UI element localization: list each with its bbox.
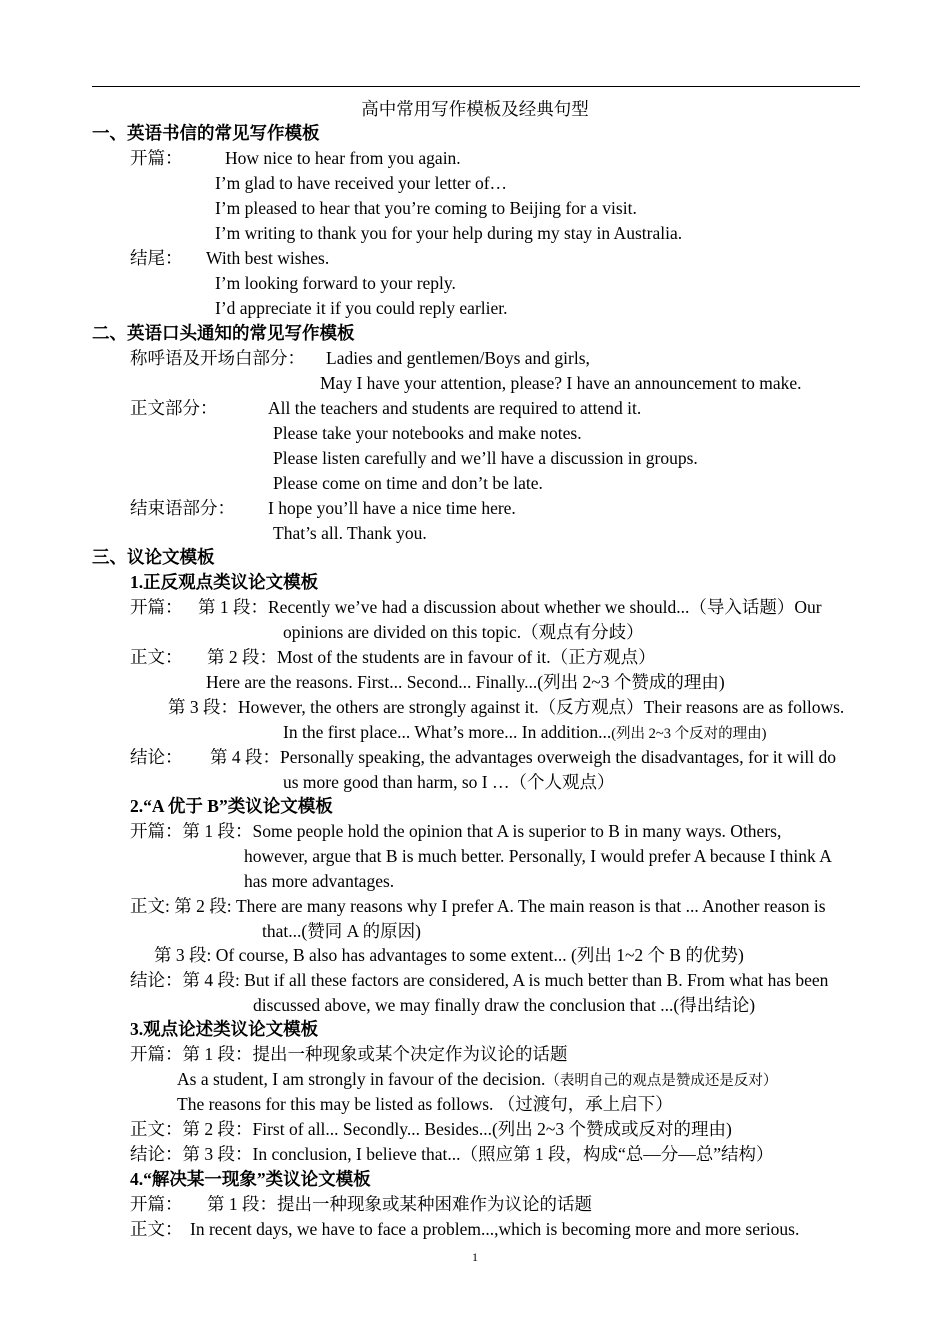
template-2-line: 正文: 第 2 段: There are many reasons why I prefer A. The main reason is that ... Another reason is — [130, 896, 826, 916]
template-1-line: 第 2 段：Most of the students are in favour of it.（正方观点） — [207, 647, 656, 667]
template-4-line: In recent days, we have to face a problem...,which is becoming more and more serious. — [190, 1219, 800, 1239]
notice-body-line: Please come on time and don’t be late. — [273, 473, 543, 493]
letter-end-line: I’d appreciate it if you could reply earlier. — [215, 298, 508, 318]
template-2-line: has more advantages. — [244, 871, 395, 891]
template-3-line: 结论：第 3 段：In conclusion, I believe that...（照应第 1 段，构成“总—分—总”结构） — [130, 1144, 774, 1164]
notice-body-label: 正文部分： — [130, 398, 218, 418]
page-number: 1 — [472, 1250, 478, 1264]
letter-open-line: I’m pleased to hear that you’re coming to Beijing for a visit. — [215, 198, 637, 218]
template-1-line: opinions are divided on this topic.（观点有分歧） — [283, 622, 644, 642]
template-3-line — [177, 1068, 777, 1092]
notice-greet-line: May I have your attention, please? I have an announcement to make. — [320, 373, 802, 393]
letter-end-label: 结尾： — [130, 248, 183, 268]
page-title: 高中常用写作模板及经典句型 — [361, 99, 589, 119]
template-3-line-note: （表明自己的观点是赞成还是反对） — [545, 1073, 778, 1089]
header-rule — [92, 86, 860, 87]
template-3-line: 开篇：第 1 段：提出一种现象或某个决定作为议论的话题 — [130, 1044, 568, 1064]
template-1-open-label: 开篇： — [130, 597, 183, 617]
template-3-heading: 3.观点论述类议论文模板 — [130, 1019, 319, 1039]
notice-end-line: I hope you’ll have a nice time here. — [268, 498, 516, 518]
letter-open-line: How nice to hear from you again. — [225, 148, 461, 168]
template-4-line: 第 1 段：提出一种现象或某种困难作为议论的话题 — [207, 1194, 592, 1214]
section-heading-notice: 二、英语口头通知的常见写作模板 — [92, 323, 355, 343]
template-1-line: 第 1 段：Recently we’ve had a discussion about whether we should...（导入话题）Our — [198, 597, 822, 617]
template-3-line: The reasons for this may be listed as follows. （过渡句，承上启下） — [177, 1094, 673, 1114]
template-1-line: 第 4 段：Personally speaking, the advantages overweigh the disadvantages, for it will do — [210, 747, 836, 767]
template-2-line: 开篇：第 1 段：Some people hold the opinion that A is superior to B in many ways. Others, — [130, 821, 782, 841]
notice-greet-label: 称呼语及开场白部分： — [130, 348, 305, 368]
notice-end-label: 结束语部分： — [130, 498, 235, 518]
template-1-end-label: 结论： — [130, 747, 183, 767]
template-4-body-label: 正文： — [130, 1219, 183, 1239]
template-1-line: us more good than harm, so I …（个人观点） — [283, 772, 615, 792]
letter-end-line: I’m looking forward to your reply. — [215, 273, 456, 293]
letter-end-line: With best wishes. — [206, 248, 330, 268]
letter-open-line: I’m writing to thank you for your help during my stay in Australia. — [215, 223, 683, 243]
template-2-line: 结论：第 4 段: But if all these factors are considered, A is much better than B. From what has been — [130, 970, 829, 990]
template-2-line: discussed above, we may finally draw the conclusion that ...(得出结论) — [253, 995, 756, 1015]
template-1-line-text: In the first place... What’s more... In addition... — [283, 722, 612, 742]
template-2-line: however, argue that B is much better. Personally, I would prefer A because I think A — [244, 846, 832, 866]
template-2-heading: 2.“A 优于 B”类议论文模板 — [130, 796, 333, 816]
notice-body-line: All the teachers and students are required to attend it. — [268, 398, 642, 418]
template-4-heading: 4.“解决某一现象”类议论文模板 — [130, 1169, 371, 1189]
template-1-heading: 1.正反观点类议论文模板 — [130, 572, 319, 592]
template-2-line: that...(赞同 A 的原因) — [262, 921, 421, 941]
section-heading-essay: 三、议论文模板 — [92, 547, 215, 567]
letter-open-line: I’m glad to have received your letter of… — [215, 173, 508, 193]
section-heading-letter: 一、英语书信的常见写作模板 — [92, 123, 320, 143]
notice-body-line: Please listen carefully and we’ll have a discussion in groups. — [273, 448, 698, 468]
template-2-line: 第 3 段: Of course, B also has advantages to some extent... (列出 1~2 个 B 的优势) — [154, 945, 744, 965]
template-1-line: Here are the reasons. First... Second... Finally...(列出 2~3 个赞成的理由) — [206, 672, 725, 692]
template-1-line-note: (列出 2~3 个反对的理由) — [611, 726, 767, 742]
notice-end-line: That’s all. Thank you. — [273, 523, 427, 543]
template-3-line-text: As a student, I am strongly in favour of the decision. — [177, 1069, 546, 1089]
template-4-open-label: 开篇： — [130, 1194, 183, 1214]
template-1-line — [283, 721, 766, 745]
letter-open-label: 开篇： — [130, 148, 183, 168]
template-1-body-label: 正文： — [130, 647, 183, 667]
template-3-line: 正文：第 2 段：First of all... Secondly... Besides...(列出 2~3 个赞成或反对的理由) — [130, 1119, 732, 1139]
notice-body-line: Please take your notebooks and make notes. — [273, 423, 582, 443]
notice-greet-line: Ladies and gentlemen/Boys and girls, — [326, 348, 590, 368]
template-1-line: 第 3 段：However, the others are strongly against it.（反方观点）Their reasons are as follows. — [168, 697, 845, 717]
